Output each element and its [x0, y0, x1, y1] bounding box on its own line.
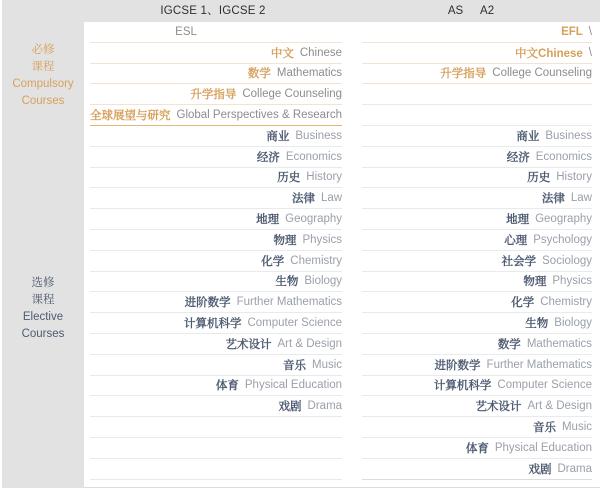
course-name-cn: 进阶数学 [184, 297, 231, 310]
course-row [90, 334, 342, 355]
course-name-en: Mathematics [526, 337, 592, 350]
course-row [90, 292, 342, 313]
section-label-elective-en-2: Courses [21, 327, 65, 340]
course-row [90, 126, 342, 147]
course-row [362, 376, 592, 397]
section-label-column [2, 22, 84, 488]
course-name-cn: 进阶数学 [434, 359, 481, 372]
course-name-cn: 数学 [247, 68, 271, 81]
course-row [90, 84, 342, 105]
course-name-en: Economics [285, 150, 343, 163]
column-header-as-a2 [342, 0, 600, 22]
course-row [362, 168, 592, 189]
course-name-en: Mathematics [276, 67, 343, 80]
course-name-cn: 全球展望与研究 [90, 110, 171, 123]
section-label-elective-cn-2: 课程 [31, 293, 55, 306]
table-header-row [2, 0, 600, 22]
course-name-cn: 心理 [504, 234, 528, 247]
course-name-cn: 化学 [261, 255, 285, 268]
course-name-en: Law [570, 192, 592, 205]
course-name-en: Chinese [299, 46, 343, 59]
section-label-compulsory-cn-1: 必修 [31, 43, 55, 56]
course-name-cn: 地理 [256, 214, 280, 227]
course-row [90, 168, 342, 189]
course-name-en: Physics [302, 233, 343, 246]
course-name-en: Geography [285, 213, 343, 226]
course-name-cn: 体育 [215, 380, 239, 393]
course-name-en: Global Perspectives & Research [176, 109, 343, 122]
course-row [90, 43, 342, 64]
course-name-en: Chemistry [290, 254, 343, 267]
course-row [90, 417, 342, 438]
course-name-en: \ [588, 46, 592, 59]
course-name-cn: 戏剧 [528, 463, 552, 476]
course-name-en: Physics [552, 275, 592, 288]
course-row [362, 209, 592, 230]
course-name-cn: 生物 [525, 318, 549, 331]
course-name-cn: 戏剧 [278, 401, 302, 414]
course-name-en: Geography [535, 213, 592, 226]
course-name-cn: 地理 [506, 214, 530, 227]
course-row [362, 126, 592, 147]
course-name-en: History [306, 171, 343, 184]
course-name-en: Drama [557, 462, 592, 475]
course-name-cn: EFL [561, 25, 583, 38]
course-row [90, 459, 342, 480]
course-row [90, 376, 342, 397]
course-name-en: ESL [175, 25, 197, 38]
course-name-en: Music [312, 358, 343, 371]
course-name-cn: 经济 [506, 151, 530, 164]
course-row [362, 84, 592, 105]
course-name-en: Music [561, 421, 592, 434]
course-row [90, 251, 342, 272]
course-name-cn: 计算机科学 [433, 380, 492, 393]
course-row [362, 22, 592, 43]
column-header-igcse [84, 0, 342, 22]
course-name-cn: 升学指导 [440, 68, 487, 81]
course-name-en: Drama [307, 400, 343, 413]
course-name-cn: 音乐 [532, 422, 556, 435]
course-row [362, 230, 592, 251]
course-name-en: \ [588, 25, 592, 38]
course-name-cn: 法律 [291, 193, 315, 206]
course-row [362, 313, 592, 334]
table-body [2, 22, 600, 488]
course-row [90, 272, 342, 293]
course-name-en: Biology [304, 275, 343, 288]
course-name-cn: 历史 [277, 172, 301, 185]
course-name-cn: 物理 [273, 234, 297, 247]
course-name-en: Computer Science [497, 379, 592, 392]
course-name-cn: 商业 [266, 130, 290, 143]
course-row [362, 396, 592, 417]
course-row [362, 147, 592, 168]
course-name-cn: 物理 [523, 276, 547, 289]
section-label-compulsory-en-2: Courses [21, 94, 65, 107]
course-column-as-a2 [353, 22, 600, 488]
course-row [362, 105, 592, 126]
course-name-en: Law [320, 192, 343, 205]
course-row [362, 251, 592, 272]
section-label-compulsory [2, 22, 84, 129]
course-name-en: Further Mathematics [486, 358, 592, 371]
course-name-cn: 中文Chinese [515, 47, 583, 60]
course-row [90, 64, 342, 85]
course-row [90, 230, 342, 251]
section-label-elective-cn-1: 选修 [31, 276, 55, 289]
column-header-igcse-label: IGCSE 1、IGCSE 2 [160, 5, 266, 17]
course-column-igcse [84, 22, 353, 488]
course-name-en: Business [545, 129, 592, 142]
course-name-en: Sociology [542, 254, 592, 267]
course-row [90, 147, 342, 168]
course-row [90, 355, 342, 376]
course-name-en: Art & Design [277, 337, 343, 350]
course-name-cn: 经济 [256, 151, 280, 164]
course-row [362, 272, 592, 293]
course-name-en: Physical Education [244, 379, 343, 392]
course-row [90, 438, 342, 459]
course-name-en: Business [295, 129, 343, 142]
course-name-cn: 数学 [497, 338, 521, 351]
course-name-en: College Counseling [492, 67, 592, 80]
course-row [362, 43, 592, 64]
course-row [362, 438, 592, 459]
course-row [90, 209, 342, 230]
course-name-en: Computer Science [247, 317, 343, 330]
course-name-en: History [556, 171, 592, 184]
course-name-en: Chemistry [540, 296, 592, 309]
section-label-compulsory-cn-2: 课程 [31, 60, 55, 73]
course-name-cn: 生物 [275, 276, 299, 289]
course-row [362, 355, 592, 376]
course-name-en: Art & Design [527, 400, 592, 413]
course-name-cn: 历史 [527, 172, 551, 185]
column-header-as-label: AS [447, 5, 464, 17]
column-header-a2-label: A2 [480, 5, 495, 17]
course-name-en: Biology [554, 317, 592, 330]
course-name-en: Further Mathematics [236, 296, 343, 309]
course-row [90, 188, 342, 209]
course-name-en: College Counseling [242, 88, 343, 101]
course-row [362, 292, 592, 313]
course-name-en: Physical Education [494, 441, 592, 454]
course-name-cn: 化学 [511, 297, 535, 310]
course-name-cn: 升学指导 [190, 89, 237, 102]
course-row [90, 396, 342, 417]
course-name-cn: 艺术设计 [475, 401, 522, 414]
course-name-en: Psychology [533, 233, 592, 246]
course-row [362, 64, 592, 85]
course-row [362, 334, 592, 355]
course-row [90, 22, 342, 43]
course-name-cn: 法律 [541, 193, 565, 206]
section-label-compulsory-en-1: Compulsory [12, 77, 74, 90]
course-name-cn: 社会学 [501, 255, 537, 268]
course-name-cn: 艺术设计 [225, 338, 272, 351]
course-name-cn: 商业 [516, 130, 540, 143]
course-row [362, 188, 592, 209]
course-name-cn: 中文 [270, 47, 294, 60]
course-row [90, 313, 342, 334]
section-label-elective-en-1: Elective [22, 310, 64, 323]
course-row [362, 417, 592, 438]
header-corner-spacer [2, 0, 84, 22]
course-row [362, 459, 592, 480]
course-name-en: Economics [535, 150, 592, 163]
course-name-cn: 计算机科学 [183, 318, 242, 331]
course-name-cn: 体育 [465, 442, 489, 455]
course-row [90, 105, 342, 126]
course-columns [84, 22, 600, 488]
section-label-elective [2, 129, 84, 488]
course-name-cn: 音乐 [283, 359, 307, 372]
